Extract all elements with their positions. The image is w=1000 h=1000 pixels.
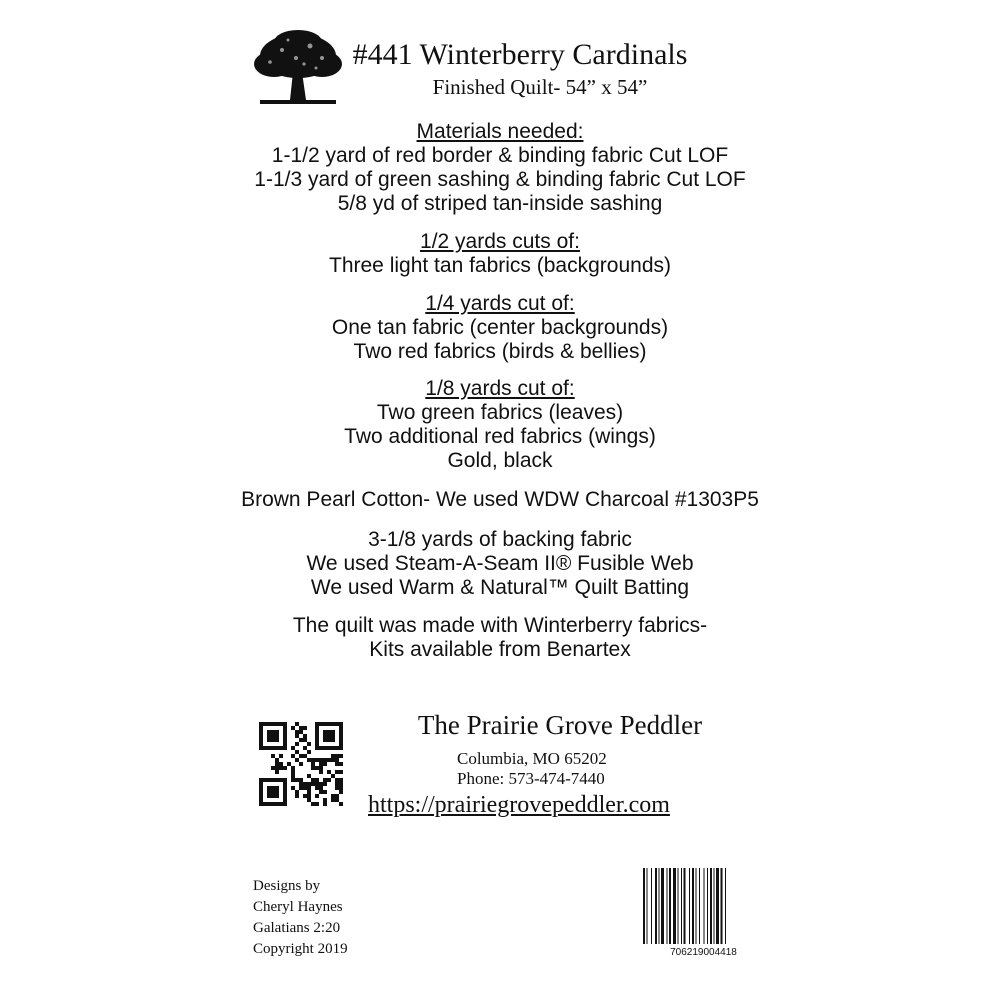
eighth-yard-section — [150, 377, 850, 473]
material-line: 1-1/3 yard of green sashing & binding fabric Cut LOF — [254, 168, 746, 191]
material-line: 5/8 yd of striped tan-inside sashing — [337, 192, 663, 215]
publisher-phone: Phone: 573-474-7440 — [457, 769, 605, 788]
materials-needed-section — [150, 120, 850, 216]
credit-line: Galatians 2:20 — [253, 920, 341, 936]
credit-line: Copyright 2019 — [253, 941, 348, 957]
oak-tree-icon — [252, 28, 344, 108]
credit-line: Designs by — [253, 878, 321, 894]
material-line: One tan fabric (center backgrounds) — [331, 316, 669, 339]
material-line: Kits available from Benartex — [369, 638, 631, 661]
section-heading: Materials needed: — [416, 120, 584, 143]
material-line: 1-1/2 yard of red border & binding fabric Cut LOF — [271, 144, 729, 167]
barcode-number: 706219004418 — [670, 947, 737, 958]
section-heading: 1/2 yards cuts of: — [420, 230, 580, 253]
material-line: We used Steam-A-Seam II® Fusible Web — [306, 552, 694, 575]
thread-section — [150, 488, 850, 512]
material-line: Two green fabrics (leaves) — [376, 401, 624, 424]
qr-code-icon — [259, 722, 343, 806]
finished-size: Finished Quilt- 54” x 54” — [432, 75, 648, 99]
designer-credits — [253, 876, 348, 960]
quarter-yard-section — [150, 292, 850, 364]
material-line: Brown Pearl Cotton- We used WDW Charcoal #1303P5 — [241, 488, 759, 511]
fabric-note-section — [150, 614, 850, 662]
barcode-icon — [642, 868, 765, 944]
publisher-url[interactable]: https://prairiegrovepeddler.com — [368, 792, 670, 818]
material-line: Two additional red fabrics (wings) — [344, 425, 656, 448]
material-line: 3-1/8 yards of backing fabric — [368, 528, 632, 551]
material-line: Gold, black — [447, 449, 553, 472]
backing-section — [150, 528, 850, 600]
publisher-city: Columbia, MO 65202 — [457, 749, 607, 768]
publisher-name: The Prairie Grove Peddler — [417, 710, 703, 740]
material-line: Three light tan fabrics (backgrounds) — [329, 254, 671, 277]
material-line: Two red fabrics (birds & bellies) — [353, 340, 647, 363]
pattern-title: #441 Winterberry Cardinals — [352, 38, 688, 71]
material-line: We used Warm & Natural™ Quilt Batting — [310, 576, 690, 599]
section-heading: 1/4 yards cut of: — [425, 292, 575, 315]
half-yard-section — [150, 230, 850, 278]
material-line: The quilt was made with Winterberry fabrics- — [292, 614, 708, 637]
section-heading: 1/8 yards cut of: — [425, 377, 575, 400]
credit-line: Cheryl Haynes — [253, 899, 343, 915]
